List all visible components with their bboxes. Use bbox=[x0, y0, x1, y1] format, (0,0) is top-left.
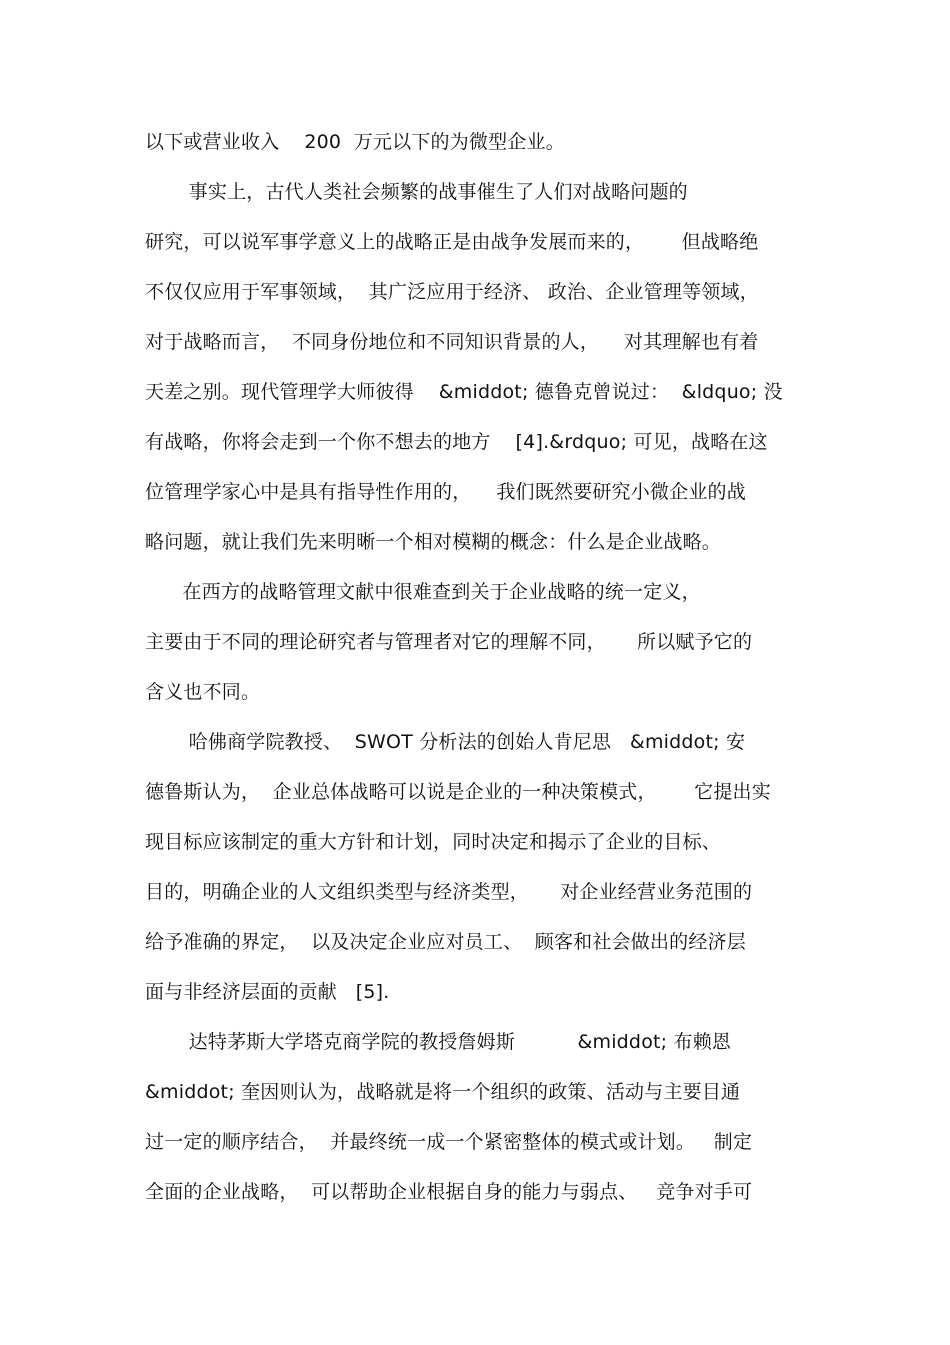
text-line: 研究，可以说军事学意义上的战略正是由战争发展而来的， 但战略绝 bbox=[145, 231, 759, 253]
text-line: 现目标应该制定的重大方针和计划，同时决定和揭示了企业的目标、 bbox=[145, 831, 722, 853]
text-line: 面与非经济层面的贡献 [5]. bbox=[145, 981, 390, 1003]
text-line: 给予准确的界定， 以及决定企业应对员工、 顾客和社会做出的经济层 bbox=[145, 931, 746, 953]
text-line: 全面的企业战略， 可以帮助企业根据自身的能力与弱点、 竞争对手可 bbox=[145, 1181, 753, 1203]
text-line: 在西方的战略管理文献中很难查到关于企业战略的统一定义， bbox=[145, 581, 701, 603]
text-line: 以下或营业收入 200 万元以下的为微型企业。 bbox=[145, 131, 565, 153]
text-line: 对于战略而言， 不同身份地位和不同知识背景的人， 对其理解也有着 bbox=[145, 331, 759, 353]
text-line: 主要由于不同的理论研究者与管理者对它的理解不同， 所以赋予它的 bbox=[145, 631, 753, 653]
text-line: 事实上，古代人类社会频繁的战事催生了人们对战略问题的 bbox=[145, 181, 688, 203]
text-line: 不仅仅应用于军事领域， 其广泛应用于经济、 政治、企业管理等领域， bbox=[145, 281, 759, 303]
text-line: 过一定的顺序结合， 并最终统一成一个紧密整体的模式或计划。 制定 bbox=[145, 1131, 753, 1153]
text-line: 有战略，你将会走到一个你不想去的地方 [4].&rdquo; 可见，战略在这 bbox=[145, 431, 768, 453]
text-line: 略问题，就让我们先来明晰一个相对模糊的概念：什么是企业战略。 bbox=[145, 531, 722, 553]
text-line: &middot; 奎因则认为，战略就是将一个组织的政策、活动与主要目通 bbox=[145, 1081, 741, 1103]
text-line: 目的，明确企业的人文组织类型与经济类型， 对企业经营业务范围的 bbox=[145, 881, 753, 903]
text-line: 位管理学家心中是具有指导性作用的， 我们既然要研究小微企业的战 bbox=[145, 481, 746, 503]
text-line: 哈佛商学院教授、 SWOT 分析法的创始人肯尼思 &middot; 安 bbox=[145, 731, 746, 753]
text-line: 德鲁斯认为， 企业总体战略可以说是企业的一种决策模式， 它提出实 bbox=[145, 781, 771, 803]
text-line: 含义也不同。 bbox=[145, 681, 261, 703]
text-line: 达特茅斯大学塔克商学院的教授詹姆斯 &middot; 布赖恩 bbox=[145, 1031, 732, 1053]
text-line: 天差之别。现代管理学大师彼得 &middot; 德鲁克曾说过： &ldquo; 没 bbox=[145, 381, 783, 403]
